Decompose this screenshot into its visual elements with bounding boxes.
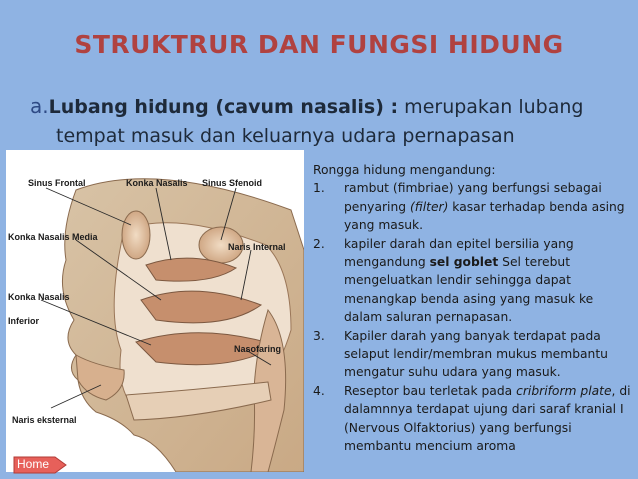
nasal-cavity-diagram: [6, 150, 304, 472]
content-intro: Rongga hidung mengandung:: [313, 163, 496, 177]
point-line2: tempat masuk dan keluarnya udara pernapasan: [56, 125, 515, 147]
label-sinus-frontal: Sinus Frontal: [28, 178, 86, 188]
label-konka-media: Konka Nasalis Media: [8, 232, 98, 242]
point-marker: a.: [30, 94, 49, 118]
label-konka-nasalis: Konka Nasalis: [126, 178, 188, 188]
point-rest: merupakan lubang: [398, 96, 584, 118]
label-naris-eksternal: Naris eksternal: [12, 415, 77, 425]
content-list: [313, 161, 633, 456]
list-item: 3. Kapiler darah yang banyak terdapat pada selaput lendir/membran mukus membantu mengatur suhu udara yang masuk.: [313, 328, 608, 380]
label-nasofaring: Nasofaring: [234, 344, 282, 354]
home-button[interactable]: [13, 456, 67, 474]
label-naris-internal: Naris Internal: [228, 242, 286, 252]
list-item: 1. rambut (fimbriae) yang berfungsi sebagai penyaring (filter) kasar terhadap benda asing yang masuk.: [313, 181, 625, 233]
label-konka-inferior-2: Inferior: [8, 316, 40, 326]
label-sinus-sfenoid: Sinus Sfenoid: [202, 178, 263, 188]
point-lead: Lubang hidung (cavum nasalis) :: [48, 96, 399, 118]
list-item: 4. Reseptor bau terletak pada cribriform plate, di dalamnnya terdapat ujung dari saraf kranial I (Nervous Olfaktorius) yang berfungsi membantu mencium aroma: [313, 383, 631, 454]
slide-title: STRUKTRUR DAN FUNGSI HIDUNG: [74, 30, 564, 59]
list-item: 2. kapiler darah dan epitel bersilia yang mengandung sel goblet Sel terebut mengeluatkan lendir sehingga dapat menangkap benda asing yang masuk ke dalam saluran pernapasan.: [313, 236, 594, 325]
label-konka-inferior-1: Konka Nasalis: [8, 292, 70, 302]
home-label: Home: [17, 457, 50, 471]
point-a: [30, 92, 630, 151]
